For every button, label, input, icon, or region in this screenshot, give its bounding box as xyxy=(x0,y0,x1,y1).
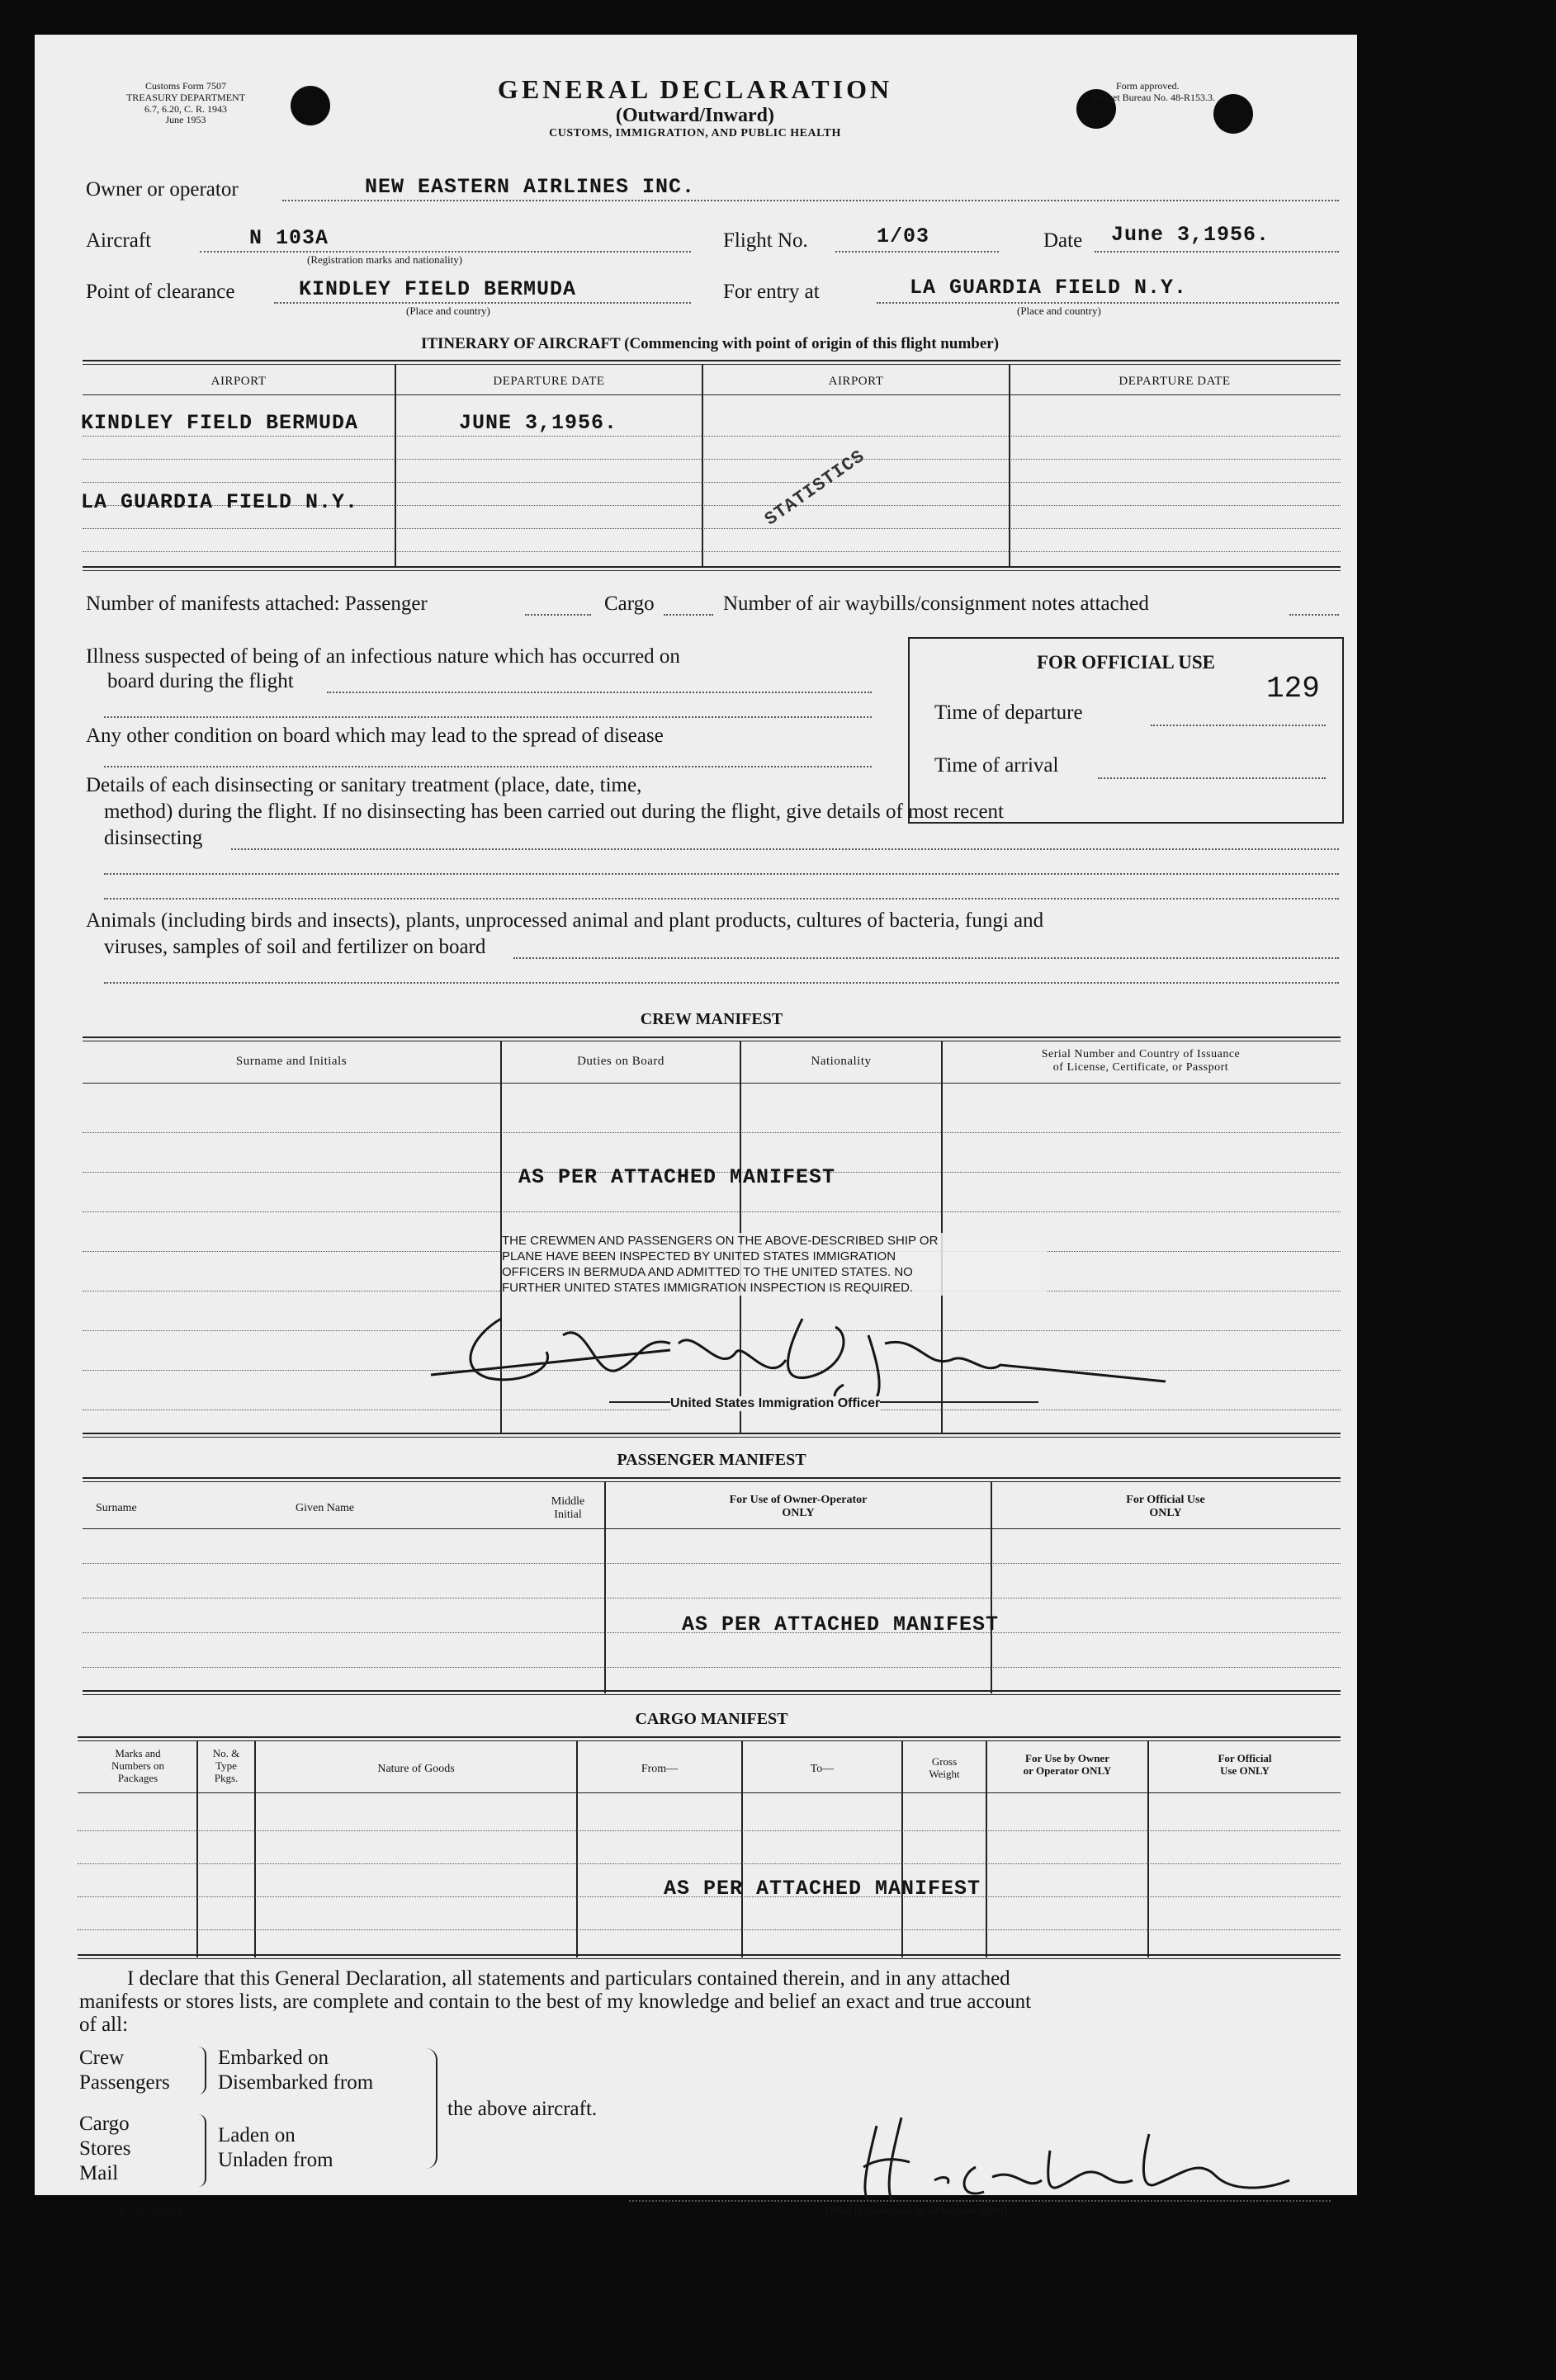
pilot-label: (Pilot in command or authorized agent) xyxy=(825,2205,1008,2217)
aircraft-line xyxy=(200,251,691,253)
form-subtitle-2: CUSTOMS, IMMIGRATION, AND PUBLIC HEALTH xyxy=(549,127,841,139)
cargo-col-official xyxy=(1149,1753,1341,1778)
passenger-col-official xyxy=(992,1494,1339,1520)
passenger-manifests-line xyxy=(525,614,591,616)
waybills-line xyxy=(1289,614,1339,616)
time-of-departure-label: Time of departure xyxy=(934,701,1083,724)
crew-row-line xyxy=(83,1211,1341,1212)
passenger-col-surname: Surname xyxy=(96,1502,137,1514)
clearance-label: Point of clearance xyxy=(86,281,235,303)
itinerary-row-line xyxy=(83,551,1341,552)
cargo-bottom-rule xyxy=(78,1954,1341,1959)
cargo-col-number-line-3: Pkgs. xyxy=(214,1771,239,1784)
cargo-col-marks-line-1: Marks and xyxy=(115,1747,161,1759)
passenger-manifest-title: PASSENGER MANIFEST xyxy=(617,1451,806,1469)
condition-line xyxy=(104,766,872,767)
cargo-col-owner-line-2: or Operator ONLY xyxy=(1023,1764,1112,1777)
aircraft-note: (Registration marks and nationality) xyxy=(307,253,463,266)
passenger-col-owner xyxy=(606,1494,991,1520)
cargo-col-gross xyxy=(903,1756,986,1781)
entry-label: For entry at xyxy=(723,281,820,303)
cargo-per-manifest: AS PER ATTACHED MANIFEST xyxy=(664,1877,981,1901)
disinsecting-label: Details of each disinsecting or sanitary treatment (place, date, time, xyxy=(86,774,642,796)
itinerary-row-line xyxy=(83,528,1341,529)
animals-line-2 xyxy=(104,982,1339,984)
entry-line xyxy=(877,302,1339,304)
itinerary-col-airport: AIRPORT xyxy=(210,375,267,388)
aircraft-label: Aircraft xyxy=(86,229,152,252)
approval-label: Form approved. xyxy=(1116,80,1180,92)
official-use-title: FOR OFFICIAL USE xyxy=(1037,652,1215,673)
form-number xyxy=(83,81,289,126)
pilot-signature xyxy=(852,2101,1298,2208)
disinsecting-line xyxy=(231,848,1339,850)
itinerary-col-departure-2: DEPARTURE DATE xyxy=(1119,375,1231,388)
cargo-col-official-line-2: Use ONLY xyxy=(1220,1764,1270,1777)
stamp-line-1: THE CREWMEN AND PASSENGERS ON THE ABOVE-DESCRIBED SHIP OR xyxy=(502,1234,939,1248)
passenger-col-middle xyxy=(535,1495,601,1522)
itinerary-top-rule xyxy=(83,360,1341,365)
itinerary-airport-1: KINDLEY FIELD BERMUDA xyxy=(81,411,359,435)
declaration-form xyxy=(35,35,1357,2218)
passenger-header-rule xyxy=(83,1528,1341,1529)
cargo-col-number-line-2: Type xyxy=(215,1759,237,1772)
passenger-col-owner-line-1: For Use of Owner-Operator xyxy=(729,1494,868,1506)
owner-line xyxy=(282,200,1339,201)
passenger-col-middle-line-2: Initial xyxy=(554,1509,582,1522)
officer-label: United States Immigration Officer xyxy=(670,1396,881,1410)
arrival-time-line xyxy=(1098,777,1326,779)
cargo-manifest-title: CARGO MANIFEST xyxy=(635,1710,788,1728)
itinerary-row-line xyxy=(83,459,1341,460)
declaration-disembarked: Disembarked from xyxy=(218,2071,374,2094)
customs-form-label: Customs Form 7507 xyxy=(144,80,226,92)
cargo-col-to: To— xyxy=(810,1763,835,1775)
cargo-col-marks xyxy=(79,1748,196,1785)
passenger-col-middle-line-1: Middle xyxy=(551,1495,585,1508)
crew-bottom-rule xyxy=(83,1433,1341,1438)
declaration-line-1: I declare that this General Declaration, all statements and particulars contained therein, and in any attached xyxy=(127,1967,1010,1990)
crew-manifest-title: CREW MANIFEST xyxy=(640,1010,783,1028)
declaration-laden: Laden on xyxy=(218,2124,296,2146)
form-subtitle: (Outward/Inward) xyxy=(615,105,774,126)
itinerary-header-rule xyxy=(83,394,1341,395)
entry-note: (Place and country) xyxy=(1017,305,1101,317)
cargo-col-gross-line-1: Gross xyxy=(931,1755,958,1768)
crew-col-nationality: Nationality xyxy=(811,1055,872,1068)
cargo-col-gross-line-2: Weight xyxy=(929,1767,960,1780)
stamp-line-4: FURTHER UNITED STATES IMMIGRATION INSPECTION IS REQUIRED. xyxy=(502,1281,914,1295)
crew-col-surname: Surname and Initials xyxy=(235,1055,348,1068)
budget-bureau-number: Budget Bureau No. 48-R153.3. xyxy=(1091,91,1215,103)
form-title-block xyxy=(365,74,1025,140)
form-title: GENERAL DECLARATION xyxy=(497,74,893,104)
crew-top-rule xyxy=(83,1037,1341,1041)
disinsecting-line-3 xyxy=(104,898,1339,900)
print-code: o6—16—52355-4 xyxy=(116,2208,182,2218)
flight-value: 1/03 xyxy=(877,224,930,248)
cr-reference: 6.7, 6.20, C. R. 1943 xyxy=(144,102,227,115)
declaration-brace xyxy=(196,2047,206,2094)
cargo-col-number xyxy=(198,1748,254,1785)
declaration-above-aircraft: the above aircraft. xyxy=(447,2098,598,2120)
declaration-mail: Mail xyxy=(79,2162,119,2184)
animals-line xyxy=(513,957,1339,959)
entry-value: LA GUARDIA FIELD N.Y. xyxy=(910,276,1188,300)
illness-line xyxy=(327,692,872,693)
crew-col-serial-line-1: Serial Number and Country of Issuance xyxy=(1041,1048,1241,1060)
itinerary-title: ITINERARY OF AIRCRAFT (Commencing with point of origin of this flight number) xyxy=(420,335,1000,352)
illness-line-2 xyxy=(104,716,872,718)
clearance-line xyxy=(274,302,691,304)
statistics-stamp: STATISTICS xyxy=(761,446,869,531)
owner-label: Owner or operator xyxy=(86,178,239,201)
itinerary-row-line xyxy=(83,482,1341,483)
stamp-line-3: OFFICERS IN BERMUDA AND ADMITTED TO THE UNITED STATES. NO xyxy=(502,1265,913,1279)
cargo-col-number-line-1: No. & xyxy=(212,1747,240,1759)
waybills-label: Number of air waybills/consignment notes attached xyxy=(723,593,1149,615)
crew-per-manifest: AS PER ATTACHED MANIFEST xyxy=(518,1165,836,1189)
department-label: TREASURY DEPARTMENT xyxy=(125,91,246,103)
declaration-cargo: Cargo xyxy=(79,2113,130,2135)
itinerary-airport-2: LA GUARDIA FIELD N.Y. xyxy=(81,490,359,514)
crew-col-duties: Duties on Board xyxy=(577,1055,664,1068)
itinerary-date-1: JUNE 3,1956. xyxy=(459,411,618,435)
clearance-note: (Place and country) xyxy=(406,305,490,317)
passenger-col-official-line-1: For Official Use xyxy=(1126,1494,1205,1506)
declaration-brace-outer xyxy=(426,2048,437,2169)
declaration-line-3: of all: xyxy=(79,2014,129,2036)
declaration-stores: Stores xyxy=(79,2137,131,2160)
crew-row-line xyxy=(83,1132,1341,1133)
itinerary-row-line xyxy=(83,436,1341,437)
stamp-line-2: PLANE HAVE BEEN INSPECTED BY UNITED STATES IMMIGRATION xyxy=(502,1249,896,1263)
cargo-top-rule xyxy=(78,1736,1341,1741)
date-value: June 3,1956. xyxy=(1111,223,1270,247)
cargo-header-rule xyxy=(78,1792,1341,1793)
disinsecting-label-3: disinsecting xyxy=(104,827,203,849)
animals-label: Animals (including birds and insects), plants, unprocessed animal and plant products, cultures of bacteria, fungi and xyxy=(86,909,1044,932)
cargo-col-marks-line-3: Packages xyxy=(117,1771,158,1784)
passenger-col-owner-line-2: ONLY xyxy=(782,1507,815,1520)
form-date: June 1953 xyxy=(165,114,206,126)
cargo-col-official-line-1: For Official xyxy=(1218,1752,1272,1764)
illness-label: Illness suspected of being of an infectious nature which has occurred on xyxy=(86,645,680,668)
cargo-manifests-label: Cargo xyxy=(604,593,655,615)
cargo-col-owner xyxy=(987,1753,1147,1778)
illness-label-2: board during the flight xyxy=(107,670,294,692)
passenger-per-manifest: AS PER ATTACHED MANIFEST xyxy=(682,1613,1000,1636)
disinsecting-label-2: method) during the flight. If no disinsecting has been carried out during the flight, give details of most recent xyxy=(104,800,1005,823)
cargo-row-line xyxy=(78,1830,1341,1831)
official-use-box xyxy=(908,637,1344,824)
passenger-bottom-rule xyxy=(83,1690,1341,1695)
cargo-col-marks-line-2: Numbers on xyxy=(111,1759,164,1772)
disinsecting-line-2 xyxy=(104,873,1339,875)
passenger-top-rule xyxy=(83,1477,1341,1482)
cargo-row-line xyxy=(78,1863,1341,1864)
flight-label: Flight No. xyxy=(723,229,808,252)
form-approval xyxy=(1091,81,1355,104)
declaration-crew: Crew xyxy=(79,2047,125,2069)
cargo-row-line xyxy=(78,1929,1341,1930)
passenger-row-line xyxy=(83,1667,1341,1668)
date-line xyxy=(1095,251,1339,253)
pilot-signature-line xyxy=(629,2200,1331,2202)
crew-header-rule xyxy=(83,1083,1341,1084)
departure-time-line xyxy=(1151,725,1326,726)
animals-label-2: viruses, samples of soil and fertilizer on board xyxy=(104,936,486,958)
punch-hole xyxy=(291,86,330,125)
declaration-unladen: Unladen from xyxy=(218,2149,333,2171)
official-number: 129 xyxy=(1266,672,1320,706)
passenger-manifests-label: Number of manifests attached: Passenger xyxy=(86,593,428,615)
date-label: Date xyxy=(1043,229,1083,252)
time-of-arrival-label: Time of arrival xyxy=(934,754,1059,777)
clearance-value: KINDLEY FIELD BERMUDA xyxy=(299,277,577,301)
itinerary-bottom-rule xyxy=(83,566,1341,571)
cargo-col-owner-line-1: For Use by Owner xyxy=(1025,1752,1109,1764)
passenger-col-given: Given Name xyxy=(296,1502,355,1514)
crew-col-serial-line-2: of License, Certificate, or Passport xyxy=(1052,1061,1229,1074)
declaration-brace xyxy=(196,2114,206,2187)
owner-value: NEW EASTERN AIRLINES INC. xyxy=(365,175,696,199)
passenger-col-official-line-2: ONLY xyxy=(1149,1507,1182,1520)
itinerary-col-airport-2: AIRPORT xyxy=(828,375,884,388)
cargo-manifests-line xyxy=(664,614,713,616)
aircraft-value: N 103A xyxy=(249,226,329,250)
itinerary-col-departure: DEPARTURE DATE xyxy=(493,375,605,388)
cargo-col-nature: Nature of Goods xyxy=(377,1763,455,1775)
declaration-line-2: manifests or stores lists, are complete and contain to the best of my knowledge and belief an exact and true account xyxy=(79,1990,1032,2013)
flight-line xyxy=(835,251,999,253)
passenger-row-line xyxy=(83,1563,1341,1564)
cargo-col-from: From— xyxy=(641,1763,679,1775)
declaration-passengers: Passengers xyxy=(79,2071,170,2094)
disease-condition-label: Any other condition on board which may lead to the spread of disease xyxy=(86,725,664,747)
declaration-embarked: Embarked on xyxy=(218,2047,329,2069)
crew-col-serial xyxy=(943,1048,1339,1074)
